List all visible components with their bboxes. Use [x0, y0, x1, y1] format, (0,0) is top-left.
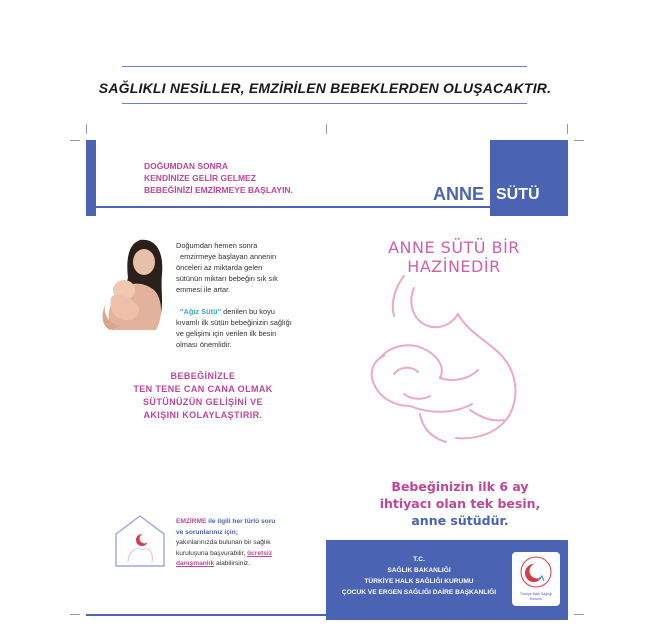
- logo-crescent-icon: [512, 552, 560, 592]
- house-crescent-icon: [112, 512, 168, 570]
- footer-line: T.C.: [413, 556, 425, 563]
- crop-mark: [574, 614, 584, 615]
- info-text: alabilirsiniz.: [214, 560, 251, 567]
- band-line: DOĞUMDAN SONRA: [144, 161, 229, 171]
- para-line: sütünün miktarı bebeğin sık sık: [176, 274, 278, 283]
- skin-to-skin-message: [118, 370, 288, 422]
- para-line: olması önemlidir.: [176, 340, 232, 349]
- band-right-block: [490, 140, 568, 216]
- logo-caption: [512, 592, 560, 601]
- crop-mark: [326, 124, 327, 134]
- crop-mark: [567, 124, 568, 134]
- band-line: BEBEĞİNİZİ EMZİRMEYE BAŞLAYIN.: [144, 185, 293, 195]
- ministry-footer: [326, 540, 568, 620]
- para-text: denilen bu koyu: [221, 307, 275, 316]
- logo-line: Kurumu: [529, 596, 543, 601]
- para-line: Doğumdan hemen sonra: [176, 241, 258, 250]
- skin-line: SÜTÜNÜZÜN GELİŞİNİ VE: [143, 397, 263, 407]
- para-line: emzirmeye başlayan annenin: [180, 252, 277, 261]
- info-line: [176, 549, 326, 560]
- crop-mark: [574, 140, 584, 141]
- para-line: [176, 306, 292, 317]
- title-anne: ANNE: [433, 184, 485, 204]
- footer-line: ÇOCUK VE ERGEN SAĞLIĞI DAİRE BAŞKANLIĞI: [341, 589, 497, 596]
- ministry-text: [326, 554, 512, 598]
- info-text: kuruluşuna başvurabilir,: [176, 549, 248, 557]
- band-message: [144, 160, 293, 196]
- breastfeeding-line-drawing: [360, 262, 550, 462]
- info-line: yakınlarınızda bulunan bir sağlık: [176, 539, 271, 546]
- para-line: ve gelişimi için verilen ilk besin: [176, 329, 277, 338]
- summary-line: anne sütüdür.: [411, 513, 509, 528]
- info-text: ile ilgili her türlü soru: [206, 518, 276, 525]
- summary-line: ihtiyacı olan tek besin,: [379, 496, 541, 511]
- title-sutu: SÜTÜ: [496, 186, 540, 203]
- crop-mark: [86, 124, 87, 134]
- band-left-bar: [86, 140, 96, 216]
- free-link[interactable]: ücretsiz: [247, 549, 273, 557]
- top-band: [86, 140, 568, 216]
- summary-line: Bebeğinizin ilk 6 ay: [391, 479, 529, 494]
- colostrum-term: "Ağız Sütü": [180, 307, 222, 316]
- info-line: ve sorunlarınız için;: [176, 528, 238, 536]
- contact-info: [176, 517, 326, 570]
- skin-line: TEN TENE CAN CANA OLMAK: [133, 384, 273, 394]
- para-line: önceleri az miktarda gelen: [176, 263, 263, 272]
- info-emzirme: EMZİRME: [176, 518, 207, 525]
- para-line: emmesi ile artar.: [176, 285, 231, 294]
- skin-line: BEBEĞİNİZLE: [170, 371, 236, 381]
- logo-line: Türkiye Halk Sağlığı: [519, 592, 553, 596]
- intro-paragraph: [176, 240, 278, 295]
- summary-message: [340, 478, 580, 529]
- footer-line: SAĞLIK BAKANLIĞI: [387, 567, 451, 574]
- band-line: KENDİNİZE GELİR GELMEZ: [144, 173, 256, 183]
- ministry-logo: [512, 552, 560, 606]
- mother-baby-photo: [98, 234, 170, 334]
- counseling-link[interactable]: danışmanlık: [176, 560, 215, 567]
- skin-line: AKIŞINI KOLAYLAŞTIRIR.: [143, 410, 263, 420]
- bottom-rule: [86, 614, 326, 616]
- info-line: [176, 517, 326, 528]
- crop-mark: [70, 140, 80, 141]
- para-line: kıvamlı ilk sütün bebeğinizin sağlığı: [176, 318, 292, 327]
- band-underline: [96, 206, 490, 208]
- info-line: [176, 559, 326, 570]
- colostrum-paragraph: [176, 306, 292, 350]
- crop-mark: [70, 614, 80, 615]
- treasure-title: ANNE SÜTÜ BİR HAZİNEDİR: [388, 238, 520, 276]
- headline-rule-top: [122, 66, 527, 67]
- footer-line: TÜRKİYE HALK SAĞLIĞI KURUMU: [364, 578, 474, 585]
- headline-rule-bottom: [122, 103, 527, 104]
- headline: SAĞLIKLI NESİLLER, EMZİRİLEN BEBEKLERDEN OLUŞACAKTIR.: [98, 80, 552, 96]
